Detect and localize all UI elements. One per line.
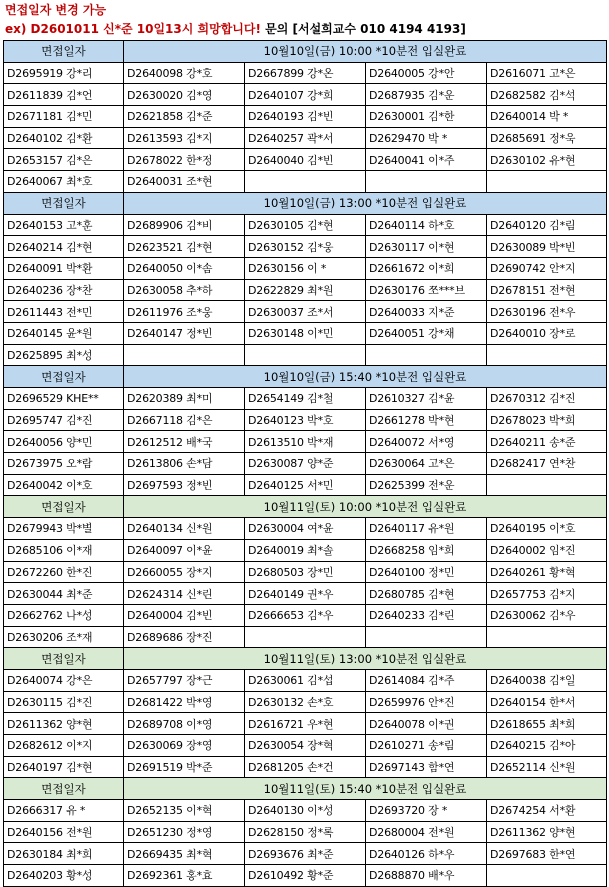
applicant-cell: D2657753 김*지 — [487, 583, 607, 605]
section-header — [4, 496, 607, 518]
applicant-cell: D2640107 강*희 — [245, 84, 366, 106]
section-date-label: 면접일자 — [4, 192, 124, 214]
applicant-cell: D2681205 손*건 — [245, 756, 366, 778]
applicant-cell: D2640097 이*윤 — [124, 539, 245, 561]
applicant-cell: D2640074 강*은 — [4, 669, 124, 691]
applicant-cell: D2640041 이*주 — [366, 149, 487, 171]
applicant-cell: D2630148 이*민 — [245, 322, 366, 344]
applicant-cell: D2695919 강*리 — [4, 62, 124, 84]
table-row — [4, 149, 607, 171]
table-row — [4, 604, 607, 626]
table-row — [4, 865, 607, 887]
applicant-cell: D2640236 장*찬 — [4, 279, 124, 301]
applicant-cell: D2630020 김*영 — [124, 84, 245, 106]
applicant-cell: D2640042 이*호 — [4, 474, 124, 496]
applicant-cell: D2689906 김*비 — [124, 214, 245, 236]
applicant-cell: D2693676 최*준 — [245, 843, 366, 865]
applicant-cell: D2640114 하*호 — [366, 214, 487, 236]
applicant-cell: D2697683 한*연 — [487, 843, 607, 865]
applicant-cell: D2624314 신*린 — [124, 583, 245, 605]
applicant-cell: D2678023 박*희 — [487, 409, 607, 431]
applicant-cell: D2630184 최*희 — [4, 843, 124, 865]
applicant-cell: D2682582 김*석 — [487, 84, 607, 106]
section-time-title: 10월11일(토) 10:00 *10분전 입실완료 — [124, 496, 607, 518]
table-row — [4, 409, 607, 431]
section-date-label: 면접일자 — [4, 41, 124, 63]
applicant-cell: D2630087 양*준 — [245, 453, 366, 475]
applicant-cell: D2678151 전*현 — [487, 279, 607, 301]
applicant-cell: D2612512 배*국 — [124, 431, 245, 453]
applicant-cell: D2640078 이*권 — [366, 713, 487, 735]
applicant-cell: D2652135 이*혁 — [124, 800, 245, 822]
applicant-cell: D2640019 최*솔 — [245, 539, 366, 561]
table-row — [4, 756, 607, 778]
applicant-cell: D2640072 서*영 — [366, 431, 487, 453]
applicant-cell: D2661672 이*희 — [366, 257, 487, 279]
applicant-cell: D2669435 최*혁 — [124, 843, 245, 865]
applicant-cell: D2640125 서*민 — [245, 474, 366, 496]
applicant-cell: D2628150 정*록 — [245, 821, 366, 843]
applicant-cell: D2611362 양*현 — [4, 713, 124, 735]
applicant-cell: D2640123 박*호 — [245, 409, 366, 431]
section-date-label: 면접일자 — [4, 366, 124, 388]
section-header — [4, 778, 607, 800]
applicant-cell: D2616071 고*은 — [487, 62, 607, 84]
section-date-label: 면접일자 — [4, 648, 124, 670]
applicant-cell: D2668258 임*희 — [366, 539, 487, 561]
applicant-cell: D2640120 김*림 — [487, 214, 607, 236]
section-date-label: 면접일자 — [4, 778, 124, 800]
applicant-cell: D2640117 유*원 — [366, 518, 487, 540]
applicant-cell: D2640051 강*채 — [366, 322, 487, 344]
applicant-cell: D2640147 정*빈 — [124, 322, 245, 344]
table-row — [4, 821, 607, 843]
applicant-cell: D2630062 김*우 — [487, 604, 607, 626]
applicant-cell: D2620389 최*미 — [124, 388, 245, 410]
applicant-cell: D2640031 조*현 — [124, 171, 245, 193]
applicant-cell: D2653157 김*은 — [4, 149, 124, 171]
applicant-cell: D2640014 박 * — [487, 106, 607, 128]
applicant-cell: D2697143 함*연 — [366, 756, 487, 778]
applicant-cell: D2687935 김*운 — [366, 84, 487, 106]
applicant-cell: D2671181 김*민 — [4, 106, 124, 128]
applicant-cell: D2662762 나*성 — [4, 604, 124, 626]
applicant-cell: D2685691 정*욱 — [487, 127, 607, 149]
table-row — [4, 539, 607, 561]
applicant-cell: D2691519 박*준 — [124, 756, 245, 778]
applicant-cell: D2672260 한*진 — [4, 561, 124, 583]
applicant-cell: D2681422 박*영 — [124, 691, 245, 713]
table-row — [4, 388, 607, 410]
applicant-cell: D2623521 김*현 — [124, 236, 245, 258]
applicant-cell: D2640050 이*솜 — [124, 257, 245, 279]
applicant-cell: D2692361 홍*효 — [124, 865, 245, 887]
applicant-cell: D2640102 김*환 — [4, 127, 124, 149]
applicant-cell: D2680785 김*현 — [366, 583, 487, 605]
applicant-cell: D2640153 고*훈 — [4, 214, 124, 236]
applicant-cell: D2680004 전*원 — [366, 821, 487, 843]
applicant-cell: D2640261 황*혁 — [487, 561, 607, 583]
example-text: ex) D2601011 신*준 10일13시 희망합니다! — [5, 22, 261, 36]
table-row — [4, 106, 607, 128]
applicant-cell: D2695747 김*진 — [4, 409, 124, 431]
applicant-cell: D2657797 장*근 — [124, 669, 245, 691]
applicant-cell: D2659976 안*진 — [366, 691, 487, 713]
applicant-cell: D2640149 권*우 — [245, 583, 366, 605]
applicant-cell — [487, 344, 607, 366]
applicant-cell — [245, 344, 366, 366]
applicant-cell: D2670312 김*진 — [487, 388, 607, 410]
applicant-cell: D2690742 안*지 — [487, 257, 607, 279]
applicant-cell: D2630132 손*호 — [245, 691, 366, 713]
applicant-cell: D2640056 양*민 — [4, 431, 124, 453]
applicant-cell — [245, 171, 366, 193]
applicant-cell: D2640134 신*원 — [124, 518, 245, 540]
applicant-cell — [366, 171, 487, 193]
table-row — [4, 800, 607, 822]
applicant-cell: D2613510 박*재 — [245, 431, 366, 453]
applicant-cell: D2666653 김*우 — [245, 604, 366, 626]
applicant-cell: D2640040 김*빈 — [245, 149, 366, 171]
applicant-cell: D2613806 손*담 — [124, 453, 245, 475]
applicant-cell: D2640233 김*린 — [366, 604, 487, 626]
table-row — [4, 257, 607, 279]
section-time-title: 10월11일(토) 15:40 *10분전 입실완료 — [124, 778, 607, 800]
applicant-cell: D2640257 곽*서 — [245, 127, 366, 149]
notice-example-line — [5, 20, 605, 37]
applicant-cell: D2689708 이*영 — [124, 713, 245, 735]
applicant-cell: D2640197 김*현 — [4, 756, 124, 778]
section-date-label: 면접일자 — [4, 496, 124, 518]
applicant-cell: D2611839 김*언 — [4, 84, 124, 106]
applicant-cell: D2654149 김*철 — [245, 388, 366, 410]
applicant-cell: D2640098 강*호 — [124, 62, 245, 84]
applicant-cell: D2630115 김*진 — [4, 691, 124, 713]
applicant-cell: D2640033 지*준 — [366, 301, 487, 323]
applicant-cell — [487, 171, 607, 193]
applicant-cell — [487, 865, 607, 887]
table-row — [4, 279, 607, 301]
applicant-cell: D2630105 김*현 — [245, 214, 366, 236]
interview-schedule-table — [3, 40, 607, 887]
applicant-cell: D2688870 배*우 — [366, 865, 487, 887]
applicant-cell: D2630196 전*우 — [487, 301, 607, 323]
table-row — [4, 127, 607, 149]
applicant-cell: D2616721 우*현 — [245, 713, 366, 735]
applicant-cell: D2640156 전*원 — [4, 821, 124, 843]
applicant-cell: D2640193 김*빈 — [245, 106, 366, 128]
applicant-cell: D2640010 장*로 — [487, 322, 607, 344]
contact-text: 문의 [서설희교수 010 4194 4193] — [265, 22, 466, 36]
applicant-cell: D2682417 연*찬 — [487, 453, 607, 475]
applicant-cell: D2640215 김*아 — [487, 735, 607, 757]
table-row — [4, 691, 607, 713]
applicant-cell: D2630054 장*혁 — [245, 735, 366, 757]
applicant-cell: D2640100 정*민 — [366, 561, 487, 583]
section-header — [4, 41, 607, 63]
applicant-cell: D2680503 장*민 — [245, 561, 366, 583]
section-time-title: 10월11일(토) 13:00 *10분전 입실완료 — [124, 648, 607, 670]
applicant-cell: D2630058 추*하 — [124, 279, 245, 301]
notice-title: 면접일자 변경 가능 — [5, 3, 107, 17]
applicant-cell: D2625399 전*운 — [366, 474, 487, 496]
applicant-cell: D2640195 이*호 — [487, 518, 607, 540]
table-row — [4, 626, 607, 648]
applicant-cell — [245, 626, 366, 648]
table-row — [4, 236, 607, 258]
table-row — [4, 171, 607, 193]
applicant-cell: D2640067 최*호 — [4, 171, 124, 193]
applicant-cell: D2640154 한*서 — [487, 691, 607, 713]
applicant-cell: D2640005 강*안 — [366, 62, 487, 84]
table-row — [4, 214, 607, 236]
applicant-cell: D2640004 김*빈 — [124, 604, 245, 626]
applicant-cell: D2679943 박*별 — [4, 518, 124, 540]
applicant-cell: D2611443 전*민 — [4, 301, 124, 323]
applicant-cell: D2640203 황*성 — [4, 865, 124, 887]
applicant-cell: D2630152 김*웅 — [245, 236, 366, 258]
applicant-cell: D2621858 김*준 — [124, 106, 245, 128]
applicant-cell: D2625895 최*성 — [4, 344, 124, 366]
applicant-cell: D2630206 조*재 — [4, 626, 124, 648]
section-time-title: 10월10일(금) 15:40 *10분전 입실완료 — [124, 366, 607, 388]
applicant-cell: D2640130 이*성 — [245, 800, 366, 822]
applicant-cell: D2678022 한*정 — [124, 149, 245, 171]
section-time-title: 10월10일(금) 13:00 *10분전 입실완료 — [124, 192, 607, 214]
applicant-cell: D2640038 김*일 — [487, 669, 607, 691]
applicant-cell: D2689686 장*진 — [124, 626, 245, 648]
applicant-cell: D2613593 김*지 — [124, 127, 245, 149]
applicant-cell: D2667118 김*은 — [124, 409, 245, 431]
table-row — [4, 561, 607, 583]
section-time-title: 10월10일(금) 10:00 *10분전 입실완료 — [124, 41, 607, 63]
applicant-cell: D2622829 최*원 — [245, 279, 366, 301]
applicant-cell: D2682612 이*지 — [4, 735, 124, 757]
applicant-cell: D2630001 김*한 — [366, 106, 487, 128]
applicant-cell: D2640091 박*환 — [4, 257, 124, 279]
applicant-cell: D2610492 황*준 — [245, 865, 366, 887]
applicant-cell: D2614084 김*주 — [366, 669, 487, 691]
table-row — [4, 84, 607, 106]
table-row — [4, 735, 607, 757]
table-row — [4, 453, 607, 475]
applicant-cell: D2667899 강*온 — [245, 62, 366, 84]
table-row — [4, 518, 607, 540]
applicant-cell: D2630156 이 * — [245, 257, 366, 279]
section-header — [4, 648, 607, 670]
applicant-cell: D2651230 정*영 — [124, 821, 245, 843]
applicant-cell: D2610327 김*윤 — [366, 388, 487, 410]
applicant-cell: D2618655 최*희 — [487, 713, 607, 735]
applicant-cell: D2660055 장*지 — [124, 561, 245, 583]
applicant-cell: D2630004 여*윤 — [245, 518, 366, 540]
applicant-cell: D2674254 서*환 — [487, 800, 607, 822]
applicant-cell: D2640002 임*진 — [487, 539, 607, 561]
table-row — [4, 843, 607, 865]
applicant-cell: D2630044 최*준 — [4, 583, 124, 605]
table-row — [4, 713, 607, 735]
applicant-cell: D2685106 이*재 — [4, 539, 124, 561]
applicant-cell: D2630089 박*빈 — [487, 236, 607, 258]
table-row — [4, 344, 607, 366]
table-row — [4, 62, 607, 84]
table-row — [4, 474, 607, 496]
applicant-cell: D2630117 이*현 — [366, 236, 487, 258]
applicant-cell: D2693720 장 * — [366, 800, 487, 822]
table-row — [4, 431, 607, 453]
applicant-cell: D2640214 김*현 — [4, 236, 124, 258]
applicant-cell: D2629470 박 * — [366, 127, 487, 149]
applicant-cell: D2630037 조*서 — [245, 301, 366, 323]
applicant-cell: D2696529 KHE** — [4, 388, 124, 410]
applicant-cell: D2610271 송*림 — [366, 735, 487, 757]
applicant-cell: D2611362 양*현 — [487, 821, 607, 843]
applicant-cell: D2697593 정*빈 — [124, 474, 245, 496]
table-row — [4, 301, 607, 323]
section-header — [4, 192, 607, 214]
applicant-cell — [124, 344, 245, 366]
applicant-cell: D2640126 하*우 — [366, 843, 487, 865]
applicant-cell — [366, 344, 487, 366]
applicant-cell: D2661278 박*현 — [366, 409, 487, 431]
applicant-cell: D2630064 고*은 — [366, 453, 487, 475]
applicant-cell: D2640145 윤*원 — [4, 322, 124, 344]
section-header — [4, 366, 607, 388]
applicant-cell: D2611976 조*웅 — [124, 301, 245, 323]
table-row — [4, 322, 607, 344]
applicant-cell: D2630061 김*섭 — [245, 669, 366, 691]
contact-label — [265, 22, 466, 36]
applicant-cell: D2673975 오*람 — [4, 453, 124, 475]
applicant-cell — [487, 626, 607, 648]
applicant-cell — [366, 626, 487, 648]
applicant-cell: D2640211 송*준 — [487, 431, 607, 453]
applicant-cell: D2652114 신*원 — [487, 756, 607, 778]
applicant-cell: D2630176 쪼***브 — [366, 279, 487, 301]
applicant-cell — [487, 474, 607, 496]
applicant-cell: D2630069 장*영 — [124, 735, 245, 757]
applicant-cell: D2630102 유*현 — [487, 149, 607, 171]
applicant-cell: D2666317 유 * — [4, 800, 124, 822]
table-row — [4, 669, 607, 691]
table-row — [4, 583, 607, 605]
